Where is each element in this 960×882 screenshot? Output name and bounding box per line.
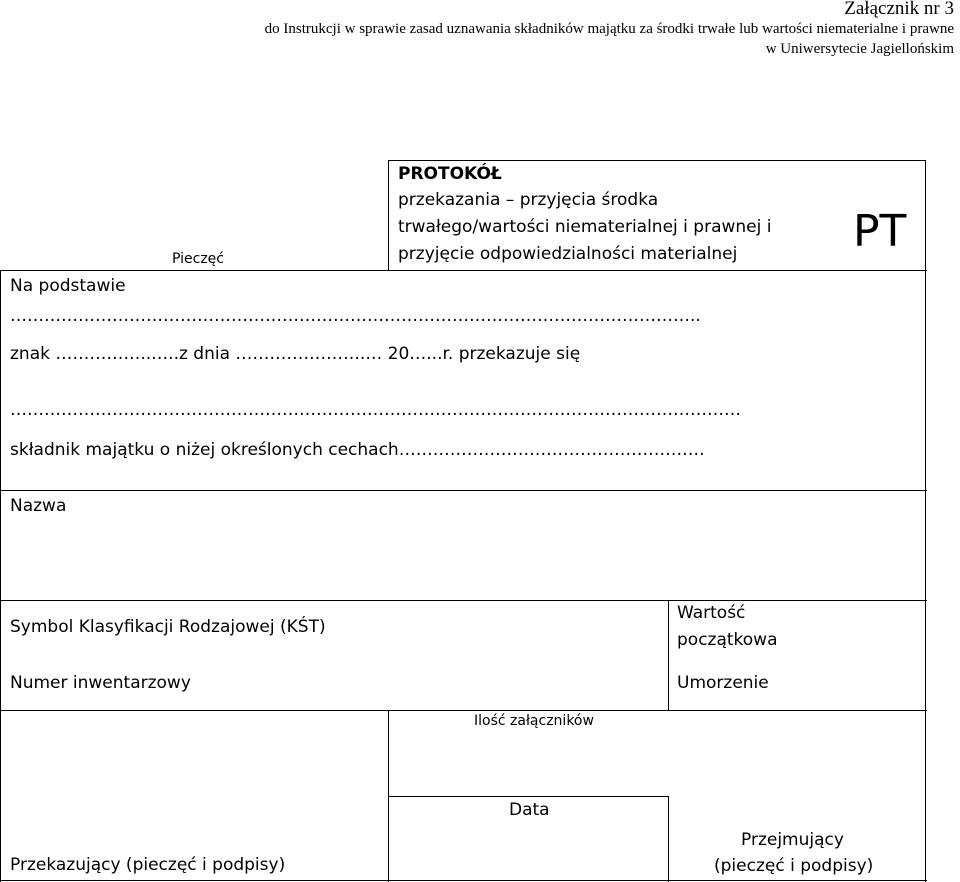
value-column-divider [668, 600, 669, 710]
protocol-line-1: przekazania – przyjęcia środka [398, 190, 659, 210]
initial-value-label-line-1: Wartość [677, 603, 746, 623]
initial-value-label-line-2: początkowa [677, 630, 778, 650]
signatures-right-divider [668, 796, 669, 882]
recipient-dots: ………………………………………………………………………………………………………………… [10, 400, 741, 420]
kst-section-top-border [0, 600, 927, 601]
form-bottom-border [0, 880, 927, 881]
protocol-line-2: trwałego/wartości niematerialnej i prawnej i [398, 217, 772, 237]
protocol-box-left-border [388, 160, 389, 270]
form-left-border [0, 270, 1, 882]
name-section-top-border [0, 490, 927, 491]
asset-characteristics-line: składnik majątku o niżej określonych cechach……………………………………………… [10, 440, 705, 460]
protocol-line-3: przyjęcie odpowiedzialności materialnej [398, 244, 738, 264]
sign-date-line: znak ……………..…..z dnia …………………..… 20…...r. przekazuje się [10, 344, 581, 364]
university-name: w Uniwersytecie Jagiellońskim [765, 41, 954, 57]
signatures-section-top-border [0, 710, 927, 711]
protocol-title: PROTOKÓŁ [398, 164, 502, 184]
receiving-signature-label-line-2: (pieczęć i podpisy) [714, 856, 874, 876]
handing-over-signature-label: Przekazujący (pieczęć i podpisy) [10, 855, 286, 875]
depreciation-label: Umorzenie [677, 673, 769, 693]
annex-number: Załącznik nr 3 [844, 0, 954, 19]
stamp-label: Pieczęć [172, 251, 224, 267]
name-field-label: Nazwa [10, 496, 67, 516]
kst-symbol-label: Symbol Klasyfikacji Rodzajowej (KŚT) [10, 617, 326, 637]
protocol-code: PT [853, 206, 907, 257]
protocol-box-top-border [388, 160, 926, 161]
date-top-border [388, 796, 669, 797]
receiving-signature-label-line-1: Przejmujący [741, 830, 844, 850]
form-right-border [925, 160, 926, 882]
basis-dots: ………………………………………………………………………………………………………….. [10, 306, 701, 326]
instruction-reference: do Instrukcji w sprawie zasad uznawania składników majątku za środki trwałe lub wartości niematerialne i prawne [264, 21, 954, 37]
inventory-number-label: Numer inwentarzowy [10, 673, 191, 693]
attachments-count-label: Ilość załączników [474, 713, 594, 729]
basis-label: Na podstawie [10, 276, 126, 296]
section-divider-top [0, 270, 927, 271]
date-label: Data [509, 800, 550, 820]
